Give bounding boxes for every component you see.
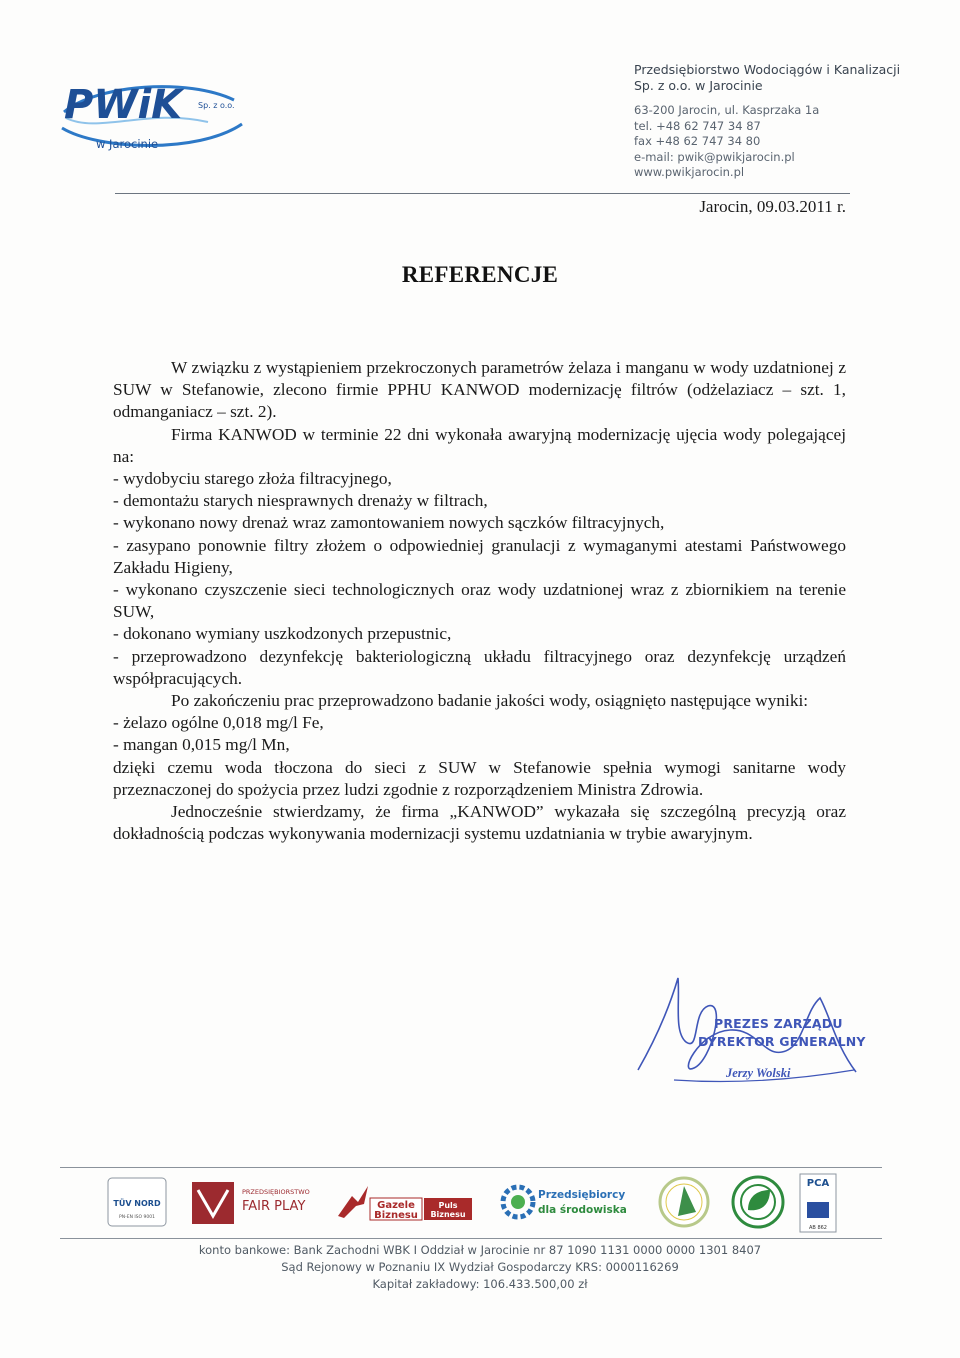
list-item: - zasypano ponownie filtry złożem o odpowiedniej granulacji z wymaganymi atestami Państwowego Zakładu Higieny, bbox=[113, 535, 846, 577]
header-divider bbox=[115, 193, 850, 194]
result-item: - żelazo ogólne 0,018 mg/l Fe, bbox=[113, 713, 324, 733]
logo-brand: PWiK bbox=[64, 82, 183, 128]
gazele-label-2: Biznesu bbox=[374, 1210, 418, 1221]
letter-body bbox=[113, 357, 846, 845]
gazelle-icon bbox=[338, 1186, 368, 1218]
share-capital: Kapitał zakładowy: 106.433.500,00 zł bbox=[372, 1277, 588, 1291]
company-email: e-mail: pwik@pwikjarocin.pl bbox=[634, 149, 795, 164]
paragraph-intro: W związku z wystąpieniem przekroczonych parametrów żelaza i manganu w wody uzdatnionej z SUW w Stefanowie, zlecono firmie PPHU KANWOD modernizację filtrów (odżelaziacz – szt. 1, odmanganiacz – szt. 2). bbox=[113, 358, 846, 422]
company-name-line2: Sp. z o.o. w Jarocinie bbox=[634, 78, 763, 93]
court-registration: Sąd Rejonowy w Poznaniu IX Wydział Gospodarczy KRS: 0000116269 bbox=[281, 1260, 679, 1274]
letter-title: REFERENCJE bbox=[401, 262, 559, 287]
fair-play-badge bbox=[192, 1182, 310, 1224]
company-fax: fax +48 62 747 34 80 bbox=[634, 134, 761, 148]
fair-play-top: PRZEDSIĘBIORSTWO bbox=[242, 1188, 310, 1196]
tuv-label: TÜV NORD bbox=[113, 1199, 161, 1208]
footer-divider-bottom bbox=[60, 1238, 882, 1239]
footer-info bbox=[0, 1242, 960, 1293]
leaf-award-badge bbox=[733, 1177, 783, 1227]
eco-award-badge bbox=[660, 1178, 708, 1226]
eco-label-1: Przedsiębiorcy bbox=[538, 1189, 626, 1201]
company-tel: tel. +48 62 747 34 87 bbox=[634, 118, 761, 133]
paragraph-results-intro: Po zakończeniu prac przeprowadzono badanie jakości wody, osiągnięto następujące wyniki: bbox=[171, 691, 809, 711]
list-item: - wykonano nowy drenaż wraz zamontowaniem nowych sączków filtracyjnych, bbox=[113, 513, 665, 533]
gazele-biznesu-badge bbox=[338, 1186, 472, 1221]
list-item: - dokonano wymiany uszkodzonych przepustnic, bbox=[113, 624, 452, 644]
list-item: - demontażu starych niesprawnych drenaży w filtrach, bbox=[113, 491, 488, 511]
pca-sub: AB 862 bbox=[809, 1225, 827, 1231]
puls-label-1: Puls bbox=[438, 1201, 458, 1210]
fair-play-label: FAIR PLAY bbox=[242, 1199, 306, 1214]
stamp-title: PREZES ZARZĄDU bbox=[714, 1016, 843, 1031]
footer-divider-top bbox=[60, 1167, 882, 1168]
company-contact bbox=[634, 103, 934, 181]
company-info bbox=[634, 62, 934, 181]
certificate-badges bbox=[106, 1172, 840, 1234]
eco-entrepreneurs-badge bbox=[503, 1187, 627, 1217]
puls-label-2: Biznesu bbox=[430, 1210, 466, 1219]
pwik-logo bbox=[58, 78, 248, 158]
bank-account: konto bankowe: Bank Zachodni WBK I Oddział w Jarocinie nr 87 1090 1131 0000 0000 1301 8407 bbox=[198, 1243, 762, 1257]
list-item: - przeprowadzono dezynfekcję bakteriologiczną układu filtracyjnego oraz dezynfekcję urządzeń współpracujących. bbox=[113, 646, 846, 688]
paragraph-scope: Firma KANWOD w terminie 22 dni wykonała awaryjną modernizację ujęcia wody polegającej na: bbox=[113, 424, 846, 466]
logo-town: w Jarocinie bbox=[96, 137, 159, 151]
list-item: - wykonano czyszczenie sieci technologicznych oraz wody uzdatnionej wraz z zbiornikiem na terenie SUW, bbox=[113, 580, 846, 622]
gazele-label-1: Gazele bbox=[377, 1200, 415, 1211]
paragraph-conclusion: dzięki czemu woda tłoczona do sieci z SUW w Stefanowie spełnia wymogi sanitarne wody przeznaczonej do spożycia przez ludzi zgodnie z rozporządzeniem Ministra Zdrowia. bbox=[113, 757, 846, 799]
result-item: - mangan 0,015 mg/l Mn, bbox=[113, 735, 290, 755]
stamp-name: Jerzy Wolski bbox=[726, 1066, 791, 1080]
paragraph-recommendation: Jednocześnie stwierdzamy, że firma „KANWOD” wykazała się szczególną precyzją oraz dokładnością podczas wykonywania modernizacji systemu uzdatniania w trybie awaryjnym. bbox=[113, 802, 846, 844]
tuv-sub: PN-EN ISO 9001 bbox=[119, 1215, 155, 1220]
company-address: 63-200 Jarocin, ul. Kasprzaka 1a bbox=[634, 103, 820, 117]
letter-date: Jarocin, 09.03.2011 r. bbox=[699, 197, 846, 216]
stamp-position: DYREKTOR GENERALNY bbox=[698, 1034, 866, 1049]
pca-label: PCA bbox=[806, 1178, 830, 1189]
company-www: www.pwikjarocin.pl bbox=[634, 165, 745, 179]
logo-suffix: Sp. z o.o. bbox=[198, 101, 235, 110]
pca-badge bbox=[800, 1174, 836, 1232]
company-name-line1: Przedsiębiorstwo Wodociągów i Kanalizacji bbox=[634, 62, 901, 77]
list-item: - wydobyciu starego złoża filtracyjnego, bbox=[113, 469, 392, 489]
tuv-nord-badge bbox=[108, 1178, 166, 1226]
eco-label-2: dla środowiska bbox=[538, 1204, 627, 1216]
